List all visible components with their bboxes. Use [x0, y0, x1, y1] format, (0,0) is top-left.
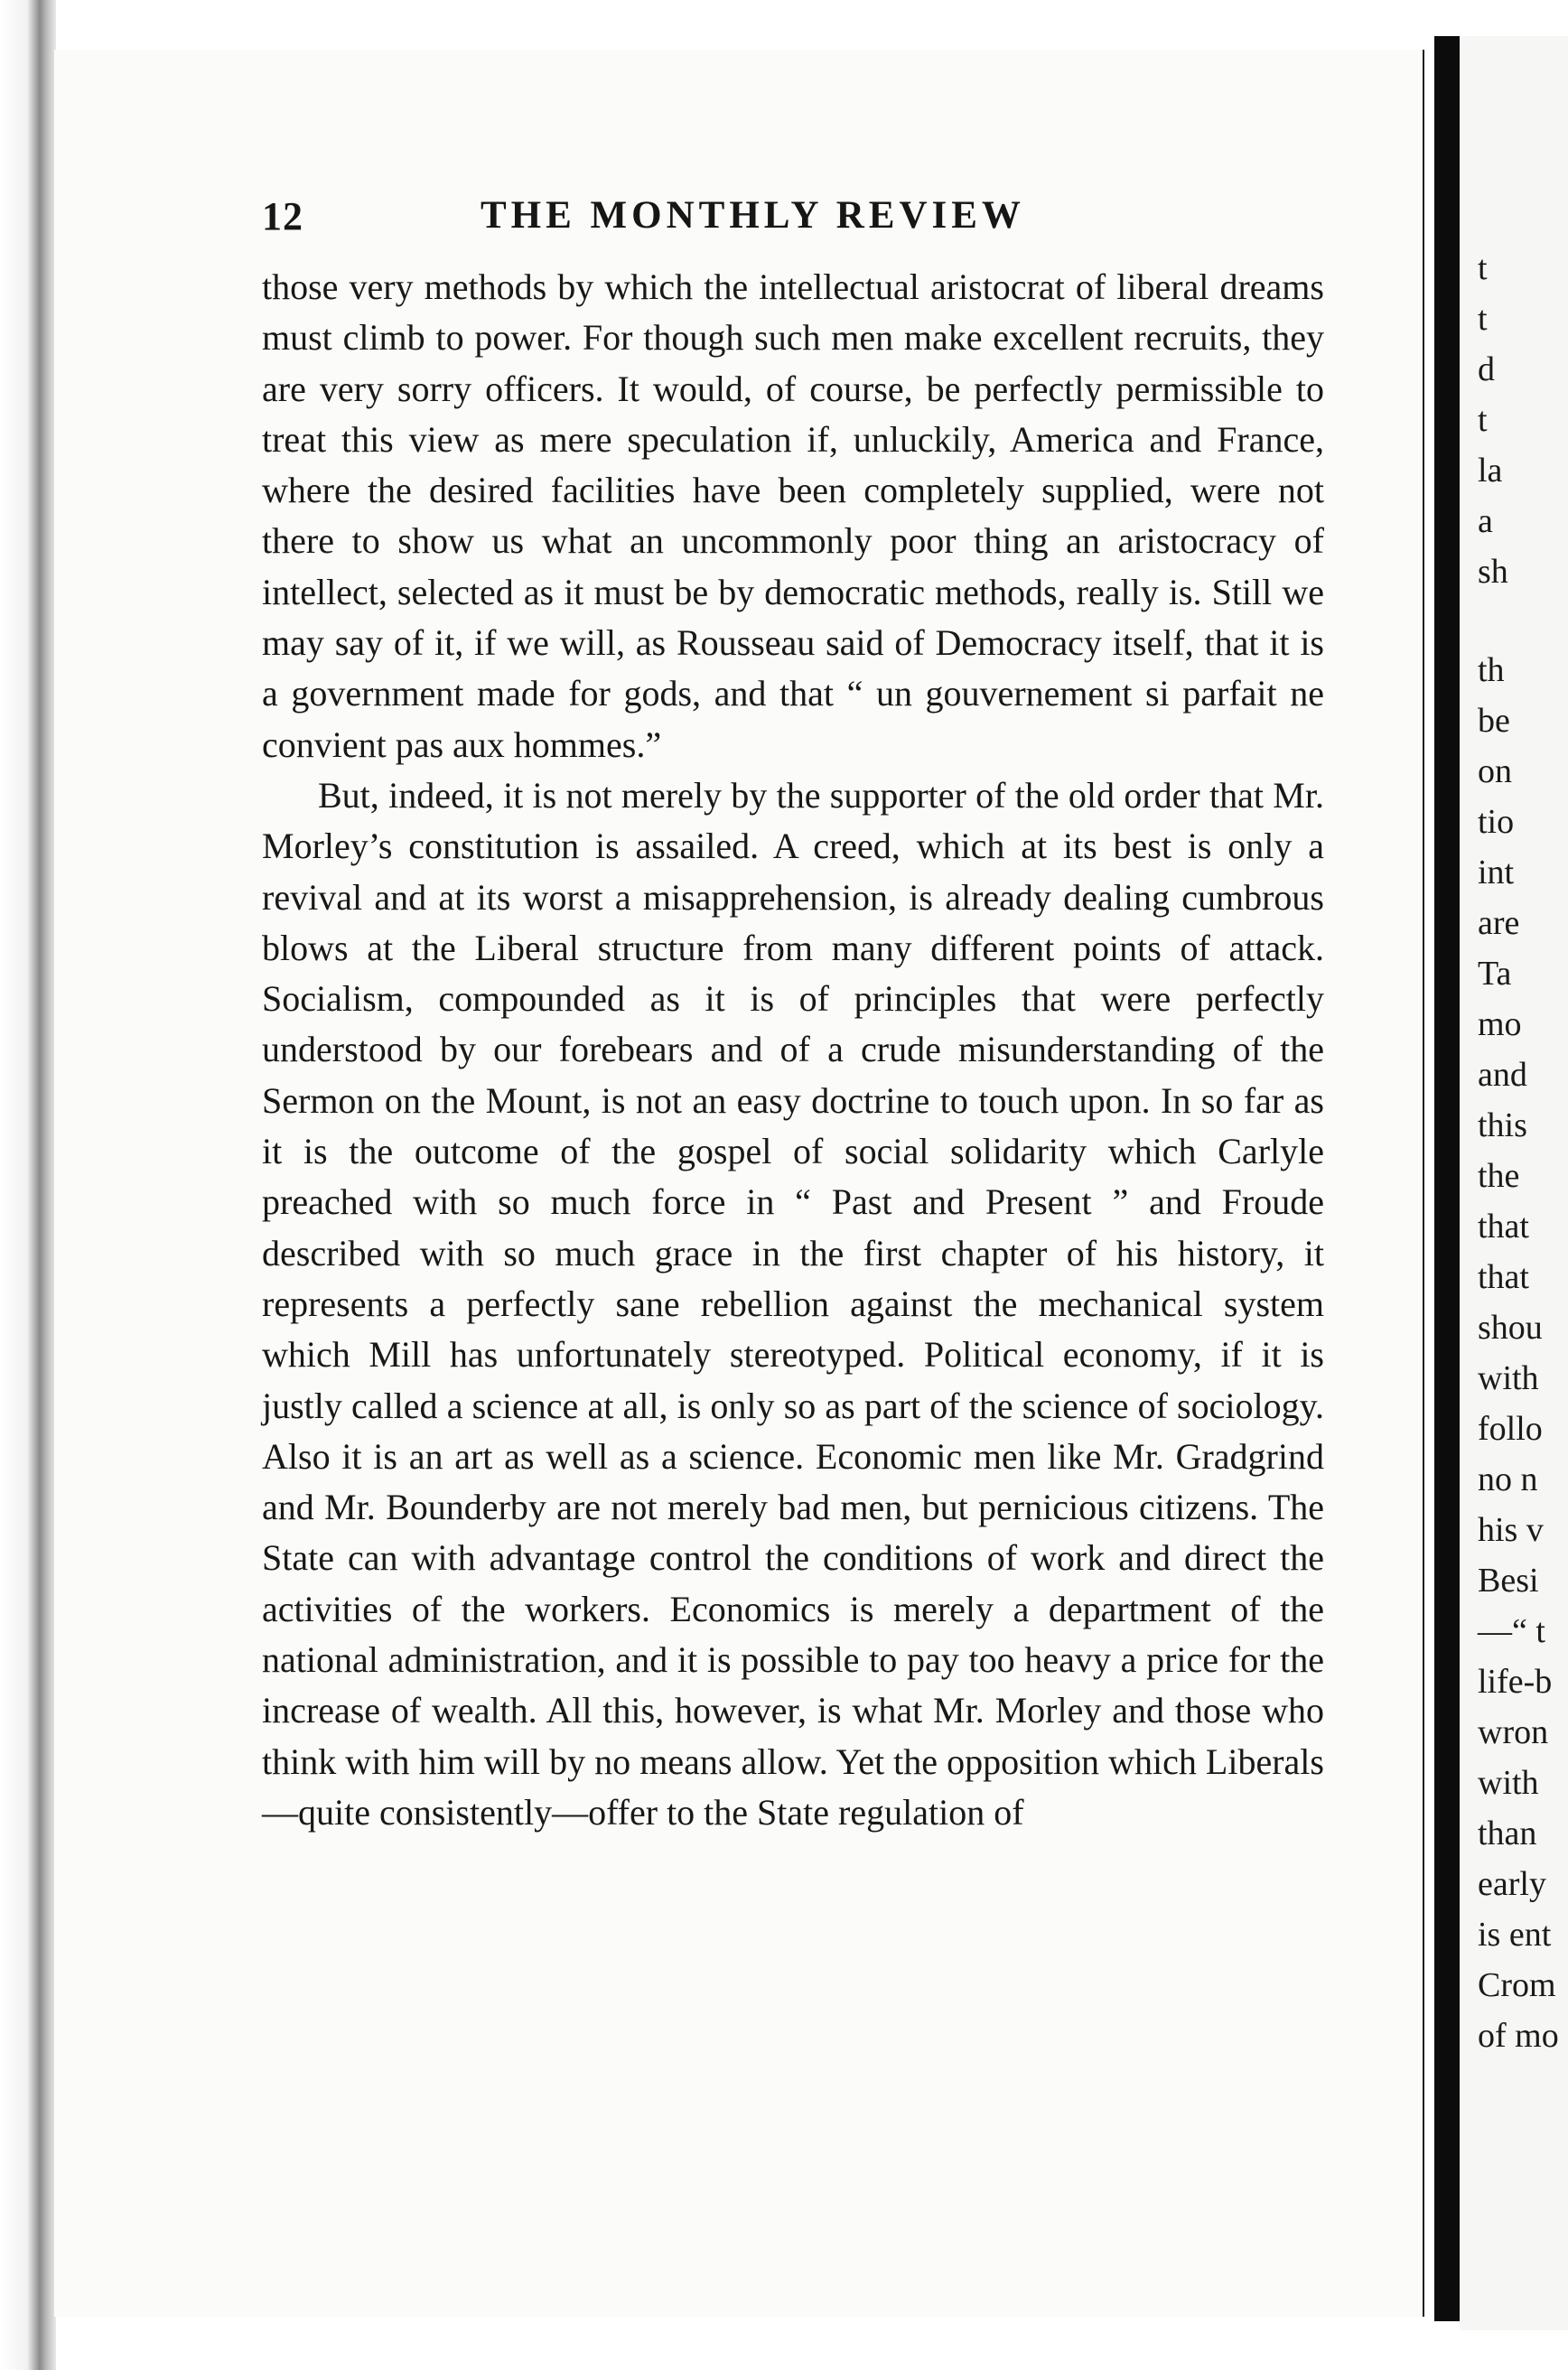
facing-page-fragment: is ent — [1478, 1916, 1552, 1954]
facing-page-fragment: t — [1478, 401, 1488, 439]
facing-page-fragment: d — [1478, 350, 1495, 388]
facing-page-fragment: on — [1478, 752, 1512, 790]
facing-page-fragment: be — [1478, 702, 1510, 740]
facing-page-fragment: are — [1478, 904, 1520, 942]
page-edge-shadow — [0, 0, 56, 2370]
facing-page-fragment: of mo — [1478, 2017, 1559, 2055]
facing-page-fragment: that — [1478, 1258, 1529, 1296]
facing-page-fragment: int — [1478, 854, 1515, 891]
facing-page-fragment: Crom — [1478, 1966, 1556, 2004]
running-head — [262, 193, 1328, 247]
facing-page-fragment: th — [1478, 651, 1505, 689]
facing-page-fragment: t — [1478, 300, 1488, 338]
facing-page-fragment: follo — [1478, 1410, 1543, 1448]
facing-page-fragment: shou — [1478, 1309, 1543, 1347]
facing-page-edge — [1460, 36, 1568, 2330]
facing-page-fragment: a — [1478, 502, 1493, 540]
facing-page-fragment: and — [1478, 1056, 1527, 1094]
book-binding-gutter — [1434, 36, 1460, 2321]
facing-page-fragment: his v — [1478, 1511, 1544, 1549]
facing-page-fragment: with — [1478, 1359, 1539, 1397]
body-text — [262, 262, 1324, 1838]
facing-page-fragment: this — [1478, 1106, 1527, 1144]
facing-page-fragment: Besi — [1478, 1562, 1539, 1600]
paragraph-2: But, indeed, it is not merely by the supporter of the old order that Mr. Morley’s constitution is assailed. A creed, which at its best is only a revival and at its worst a misapprehension, is already dealing cumbrous blows at the Liberal structure from many different points of attack. Socialism, compounded as it is of principles that were perfectly understood by our forebears and of a crude misunderstanding of the Sermon on the Mount, is not an easy doctrine to touch upon. In so far as it is the outcome of the gospel of social solidarity which Carlyle preached with so much force in “ Past and Present ” and Froude described with so much grace in the first chapter of his history, it represents a perfectly sane rebellion against the mechanical system which Mill has unfortunately stereotyped. Political economy, if it is justly called a science at all, is only so as part of the science of sociology. Also it is an art as well as a science. Economic men like Mr. Gradgrind and Mr. Bounderby are not merely bad men, but pernicious citizens. The State can with advantage control the conditions of work and direct the activities of the workers. Economics is merely a department of the national administration, and it is possible to pay too heavy a price for the increase of wealth. All this, however, is what Mr. Morley and those who think with him will by no means allow. Yet the opposition which Liberals—quite consistently—offer to the State regulation of — [262, 774, 1324, 1833]
facing-page-fragment: with — [1478, 1764, 1539, 1802]
facing-page-fragment: than — [1478, 1815, 1537, 1852]
paragraph-1: those very methods by which the intellectual aristocrat of liberal dreams must climb to power. For though such men make excellent recruits, they are very sorry officers. It would, of course, be perfectly permissible to treat this view as mere speculation if, unluckily, America and France, where the desired facilities have been completely supplied, were not there to show us what an uncommonly poor thing an aristocracy of intellect, selected as it must be by democratic methods, really is. Still we may say of it, if we will, as Rousseau said of Democracy itself, that it is a government made for gods, and that “ un gouvernement si parfait ne convient pas aux hommes.” — [262, 266, 1324, 765]
facing-page-fragment: t — [1478, 249, 1488, 287]
facing-page-fragment: early — [1478, 1865, 1546, 1903]
facing-page-fragment: Ta — [1478, 955, 1512, 993]
facing-page-fragment: la — [1478, 452, 1503, 490]
facing-page-fragment: that — [1478, 1208, 1529, 1246]
facing-page-fragment: sh — [1478, 553, 1508, 591]
facing-page-fragment: no n — [1478, 1460, 1538, 1498]
facing-page-fragment: mo — [1478, 1005, 1522, 1043]
journal-title: THE MONTHLY REVIEW — [481, 194, 1025, 237]
facing-page-fragment: the — [1478, 1157, 1520, 1195]
facing-page-fragment: —“ t — [1478, 1612, 1545, 1650]
page-number: 12 — [262, 194, 303, 238]
facing-page-fragment: tio — [1478, 803, 1515, 841]
facing-page-fragment: life-b — [1478, 1663, 1553, 1701]
facing-page-fragment: wron — [1478, 1713, 1549, 1751]
